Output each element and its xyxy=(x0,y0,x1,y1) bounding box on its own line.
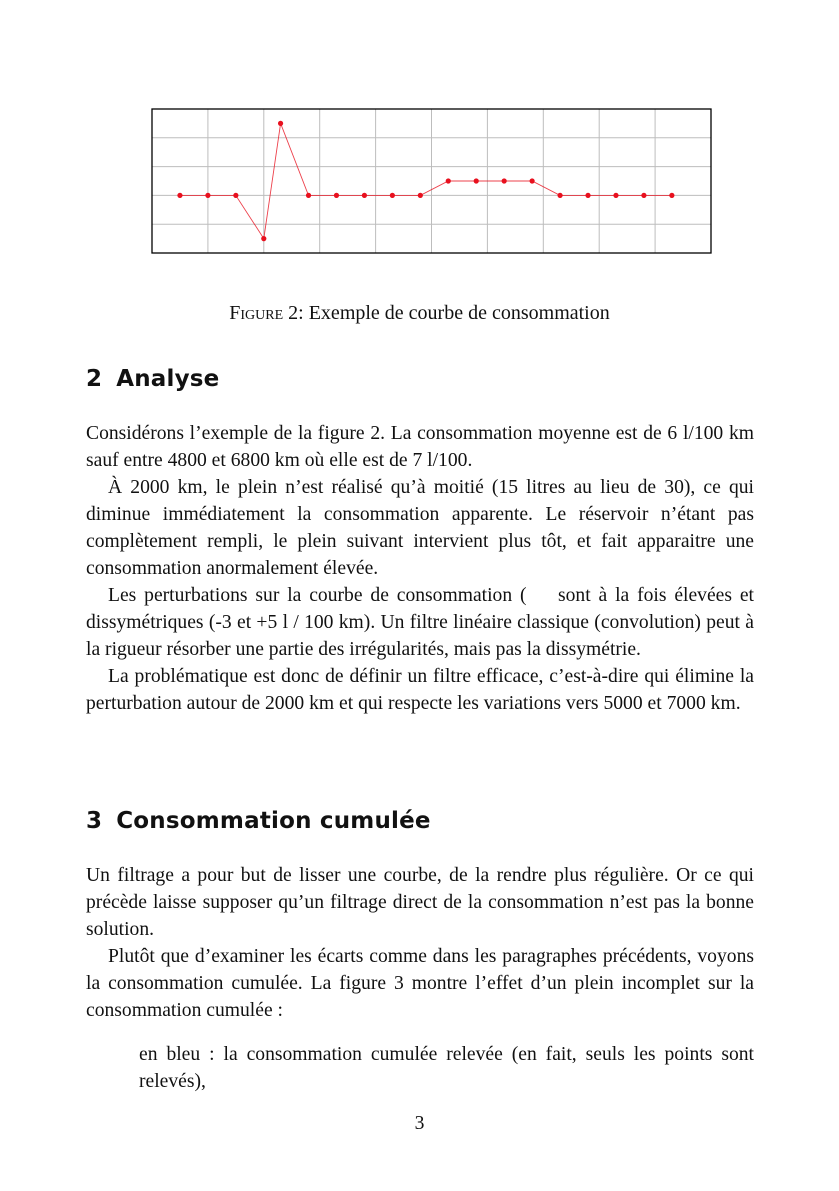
list-item: en bleu : la consommation cumulée relevée (en fait, seuls les points sont relevés), xyxy=(139,1044,754,1092)
figure-caption-text: Exemple de courbe de consommation xyxy=(303,302,610,324)
data-point xyxy=(502,178,507,183)
section-title: Analyse xyxy=(116,366,220,392)
data-point xyxy=(418,193,423,198)
data-point xyxy=(585,193,590,198)
consumption-chart xyxy=(150,107,714,256)
section-body-analyse xyxy=(86,420,759,717)
section-heading-analyse xyxy=(86,366,219,392)
data-point xyxy=(474,178,479,183)
data-point xyxy=(669,193,674,198)
paragraph: À 2000 km, le plein n’est réalisé qu’à moitié (15 litres au lieu de 30), ce qui diminue immédiatement la consommation apparente. Le réservoir n’étant pas complètement rempli, le plein suivant intervient plus tôt, et fait apparaitre une consommation anormalement élevée. xyxy=(86,477,754,579)
data-point xyxy=(334,193,339,198)
section-heading-consommation-cumulee xyxy=(86,808,431,834)
page-number: 3 xyxy=(414,1113,425,1134)
data-point xyxy=(557,193,562,198)
paragraph: Plutôt que d’examiner les écarts comme dans les paragraphes précédents, voyons la consommation cumulée. La figure 3 montre l’effet d’un plein incomplet sur la consommation cumulée : xyxy=(86,946,754,1021)
figure-caption xyxy=(0,302,839,325)
section-body-consommation-cumulee xyxy=(86,862,754,1024)
paragraph: Un filtrage a pour but de lisser une courbe, de la rendre plus régulière. Or ce qui précède laisse supposer qu’un filtrage direct de la consommation n’est pas la bonne solution. xyxy=(86,865,754,940)
data-point xyxy=(177,193,182,198)
paragraph: Les perturbations sur la courbe de consommation ( sont à la fois élevées et dissymétriques (-3 et +5 l / 100 km). Un filtre linéaire classique (convolution) peut à la rigueur résorber une partie des irrégularités, mais pas la dissymétrie. xyxy=(86,585,759,660)
data-point xyxy=(446,178,451,183)
section-title: Consommation cumulée xyxy=(116,808,431,834)
data-point xyxy=(306,193,311,198)
figure-number: 2: xyxy=(283,302,304,324)
data-point xyxy=(261,236,266,241)
figure-label: Figure xyxy=(229,302,284,324)
data-point xyxy=(278,121,283,126)
data-point xyxy=(390,193,395,198)
data-point xyxy=(613,193,618,198)
section-number: 2 xyxy=(86,366,103,392)
section-number: 3 xyxy=(86,808,103,834)
data-point xyxy=(362,193,367,198)
data-point xyxy=(233,193,238,198)
data-point xyxy=(641,193,646,198)
paragraph: Considérons l’exemple de la figure 2. La consommation moyenne est de 6 l/100 km sauf entre 4800 et 6800 km où elle est de 7 l/100. xyxy=(86,423,754,471)
data-point xyxy=(205,193,210,198)
paragraph: La problématique est donc de définir un filtre efficace, c’est-à-dire qui élimine la perturbation autour de 2000 km et qui respecte les variations vers 5000 et 7000 km. xyxy=(86,666,754,714)
data-point xyxy=(530,178,535,183)
series-line xyxy=(180,123,672,238)
